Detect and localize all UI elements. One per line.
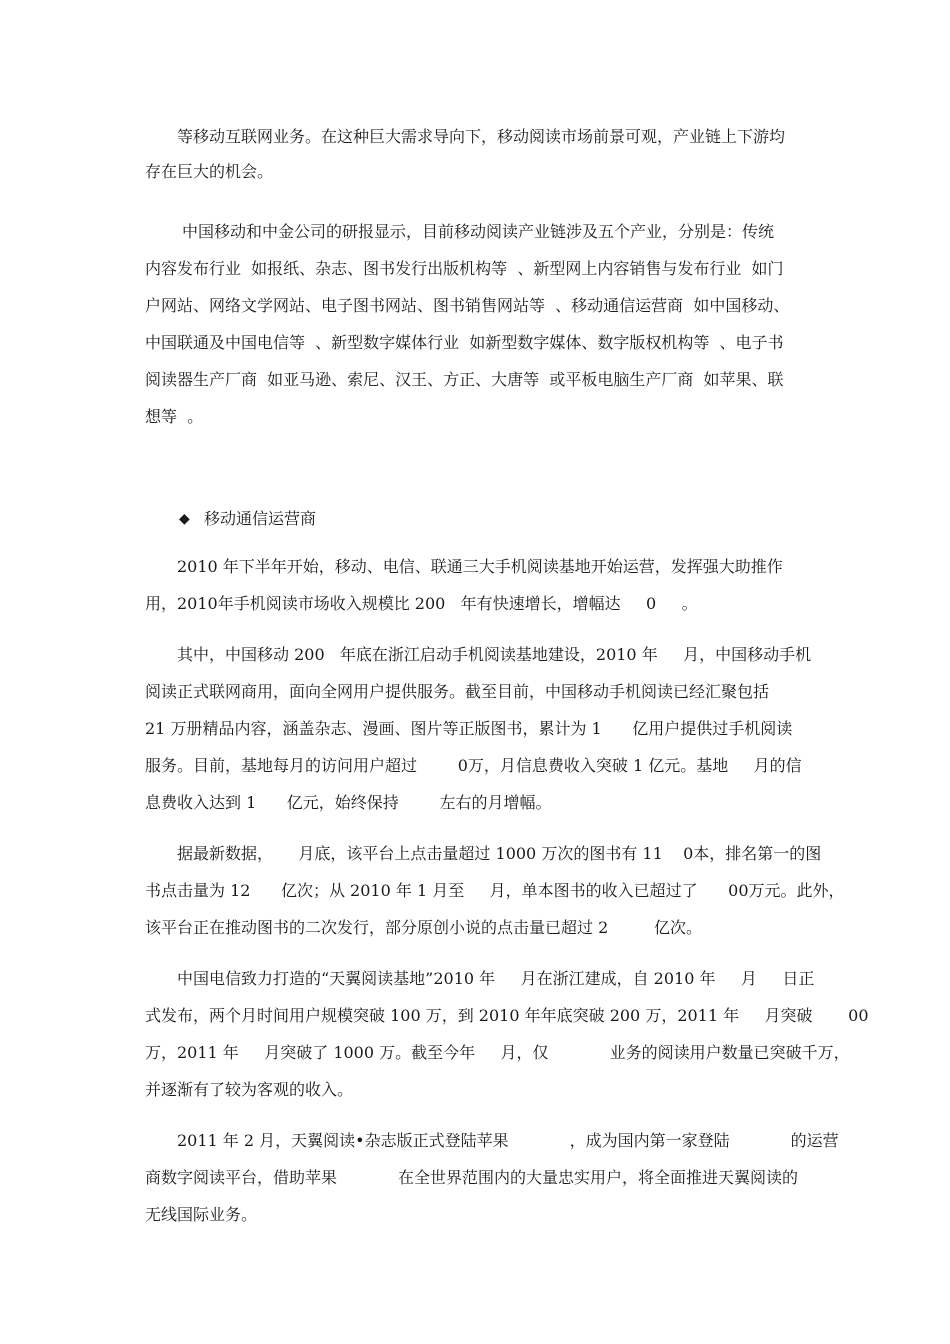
paragraph-line: 书点击量为 12 亿次；从 2010 年 1 月至 月，单本图书的收入已超过了 00万元。此外， [145, 881, 845, 900]
paragraph-line: 户网站、网络文学网站、电子图书网站、图书销售网站等 、移动通信运营商 如中国移动、 [145, 296, 790, 315]
paragraph-line: 万，2011 年 月突破了 1000 万。截至今年 月，仅 业务的阅读用户数量已突破千万， [145, 1043, 850, 1062]
paragraph-line: 2010 年下半年开始，移动、电信、联通三大手机阅读基地开始运营，发挥强大助推作 [177, 557, 783, 576]
paragraph-line: 商数字阅读平台，借助苹果 在全世界范围内的大量忠实用户，将全面推进天翼阅读的 [145, 1168, 799, 1187]
paragraph-line: 中国电信致力打造的“天翼阅读基地”2010 年 月在浙江建成，自 2010 年 月 日正 [177, 969, 815, 988]
diamond-bullet-icon: ◆ [179, 511, 190, 527]
section-heading: 移动通信运营商 [204, 509, 317, 528]
paragraph-line: 式发布，两个月时间用户规模突破 100 万，到 2010 年年底突破 200 万，2011 年 月突破 00 [145, 1006, 869, 1025]
paragraph-line: 存在巨大的机会。 [145, 162, 274, 181]
paragraph-line: 其中，中国移动 200 年底在浙江启动手机阅读基地建设，2010 年 月，中国移动手机 [177, 645, 812, 664]
paragraph-line: 内容发布行业 如报纸、杂志、图书发行出版机构等 、新型网上内容销售与发布行业 如门 [145, 259, 784, 278]
paragraph-line: 想等 。 [145, 407, 204, 426]
paragraph-line: 21 万册精品内容，涵盖杂志、漫画、图片等正版图书，累计为 1 亿用户提供过手机阅读 [145, 719, 793, 738]
paragraph-line: 等移动互联网业务。在这种巨大需求导向下，移动阅读市场前景可观，产业链上下游均 [177, 127, 786, 146]
paragraph-line: 用，2010年手机阅读市场收入规模比 200 年有快速增长，增幅达 0 。 [145, 594, 698, 613]
paragraph-line: 该平台正在推动图书的二次发行，部分原创小说的点击量已超过 2 亿次。 [145, 918, 703, 937]
paragraph-line: 中国联通及中国电信等 、新型数字媒体行业 如新型数字媒体、数字版权机构等 、电子书 [145, 333, 784, 352]
paragraph-line: 服务。目前，基地每月的访问用户超过 0万，月信息费收入突破 1 亿元。基地 月的信 [145, 756, 802, 775]
paragraph-line: 阅读正式联网商用，面向全网用户提供服务。截至目前，中国移动手机阅读已经汇聚包括 [145, 682, 770, 701]
paragraph-line: 据最新数据， 月底，该平台上点击量超过 1000 万次的图书有 11 0本，排名第一的图 [177, 844, 822, 863]
paragraph-line: 2011 年 2 月，天翼阅读•杂志版正式登陆苹果 ，成为国内第一家登陆 的运营 [177, 1131, 839, 1150]
paragraph-line: 阅读器生产厂商 如亚马逊、索尼、汉王、方正、大唐等 或平板电脑生产厂商 如苹果、联 [145, 370, 784, 389]
paragraph-line: 息费收入达到 1 亿元，始终保持 左右的月增幅。 [145, 793, 552, 812]
paragraph-line: 无线国际业务。 [145, 1205, 258, 1224]
paragraph-line: 并逐渐有了较为客观的收入。 [145, 1080, 354, 1099]
paragraph-line: 中国移动和中金公司的研报显示，目前移动阅读产业链涉及五个产业，分别是：传统 [182, 222, 775, 241]
